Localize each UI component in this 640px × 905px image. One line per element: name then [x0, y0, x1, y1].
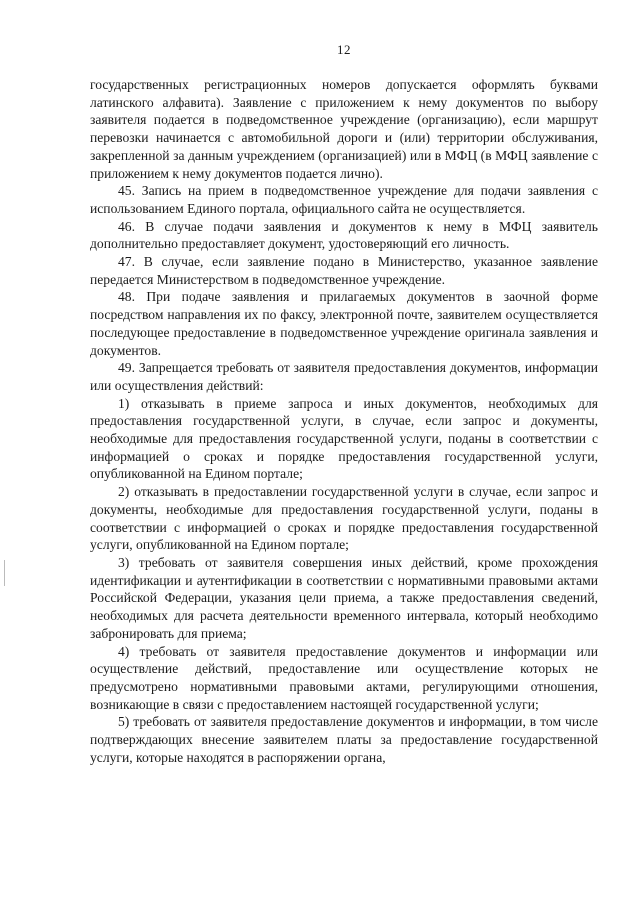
paragraph-48: 48. При подаче заявления и прилагаемых документов в заочной форме посредством направления их по факсу, электронной почте, заявителем осуществляется последующее предоставление в подведомственное учреждение оригинала заявления и документов. [90, 289, 598, 358]
paragraph-46: 46. В случае подачи заявления и документов к нему в МФЦ заявитель дополнительно предоставляет документ, удостоверяющий его личность. [90, 218, 598, 252]
paragraph-45: 45. Запись на прием в подведомственное учреждение для подачи заявления с использованием Единого портала, официального сайта не осуществляется. [90, 183, 598, 216]
paragraph-47: 47. В случае, если заявление подано в Министерство, указанное заявление передается Министерством в подведомственное учреждение. [90, 254, 598, 287]
list-item-5: 5) требовать от заявителя предоставление документов и информации, в том числе подтверждающих внесение заявителем платы за предоставление государственной услуги, которые находятся в распоряжении органа, [90, 714, 598, 765]
margin-mark [4, 560, 5, 586]
page-number: 12 [337, 42, 351, 57]
list-item-2: 2) отказывать в предоставлении государственной услуги в случае, если запрос и документы, необходимые для предоставления государственной услуги, поданы в соответствии с информацией о сроках и порядке предоставления государственной услуги, опубликованной на Едином портале; [90, 484, 598, 553]
paragraph-continued: государственных регистрационных номеров допускается оформлять буквами латинского алфавита). Заявление с приложением к нему документов по выбору заявителя подается в подведомственное учреждение (организацию), если маршрут перевозки начинается с автомобильной дороги и (или) территории обслуживания, закрепленной за данным учреждением (организацией) или в МФЦ (в МФЦ заявление с приложением к нему документов подается лично). [90, 77, 598, 181]
list-item-3: 3) требовать от заявителя совершения иных действий, кроме прохождения идентификации и аутентификации в соответствии с нормативными правовыми актами Российской Федерации, указания цели приема, а также предоставления сведений, необходимых для расчета деятельности временного интервала, который необходимо забронировать для приема; [90, 554, 598, 641]
list-item-1: 1) отказывать в приеме запроса и иных документов, необходимых для предоставления государственной услуги, в случае, если запрос и документы, необходимые для предоставления государственной услуги, поданы в соответствии с информацией о сроках и порядке предоставления государственной услуги, опубликованной на Едином портале; [90, 395, 598, 482]
list-item-4: 4) требовать от заявителя предоставление документов и информации или осуществление действий, предоставление или осуществление которых не предусмотрено нормативными правовыми актами, регулирующими отношения, возникающие в связи с предоставлением настоящей государственной услуги; [90, 643, 598, 712]
paragraph-49: 49. Запрещается требовать от заявителя предоставления документов, информации или осуществления действий: [90, 360, 598, 393]
document-body [90, 76, 598, 766]
